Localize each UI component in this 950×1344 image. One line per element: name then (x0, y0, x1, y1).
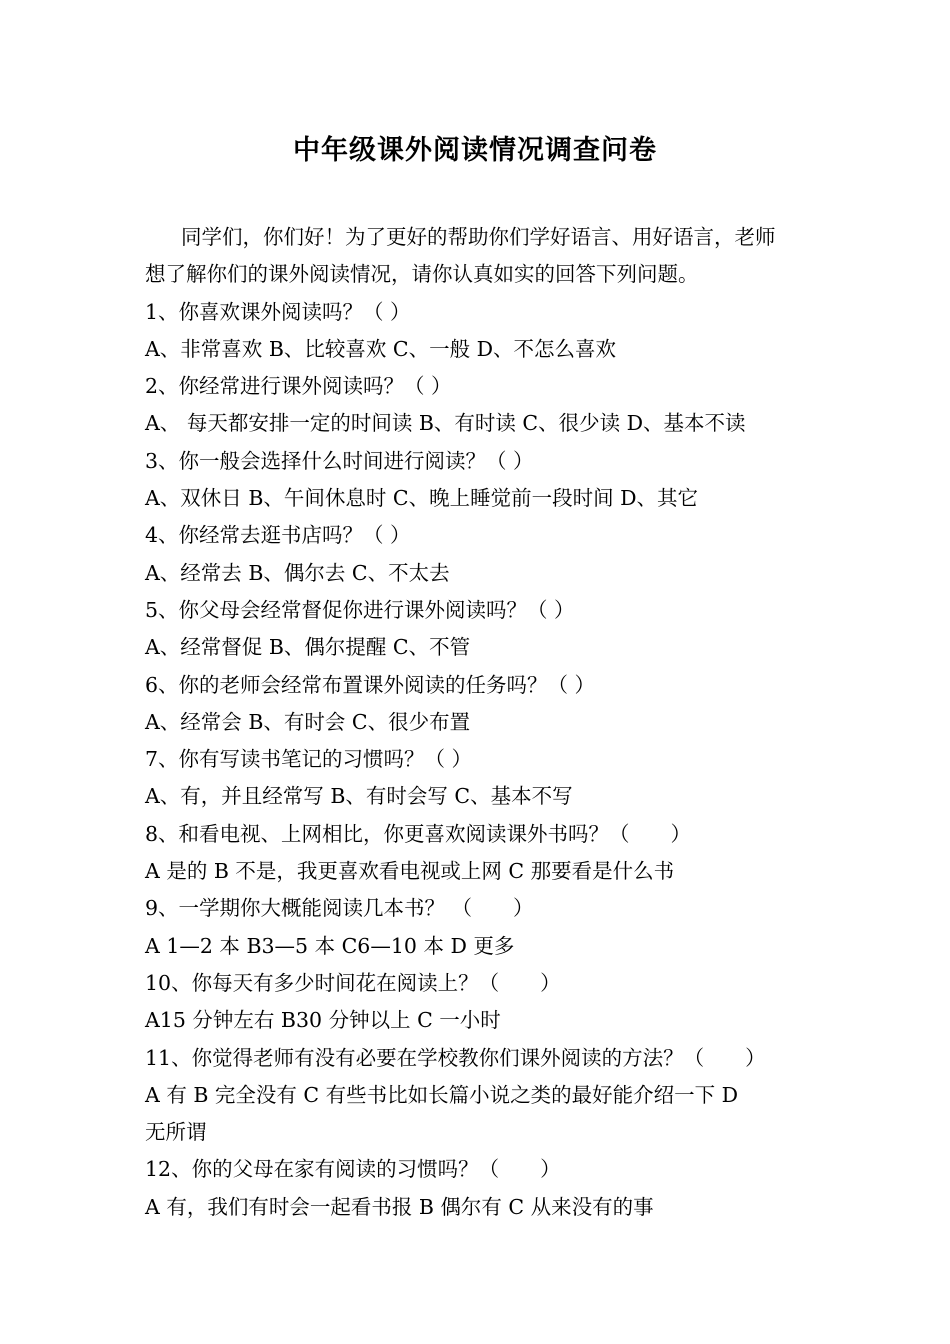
question-line: A、非常喜欢 B、比较喜欢 C、一般 D、不怎么喜欢 (145, 336, 617, 361)
question-line: 6、你的老师会经常布置课外阅读的任务吗？（ ） (145, 672, 596, 697)
question-line: A 有，我们有时会一起看书报 B 偶尔有 C 从来没有的事 (145, 1194, 654, 1219)
question-line: 4、你经常去逛书店吗？（ ） (145, 523, 411, 548)
question-line: A、经常去 B、偶尔去 C、不太去 (145, 560, 450, 585)
question-line: A 是的 B 不是，我更喜欢看电视或上网 C 那要看是什么书 (145, 859, 675, 884)
question-line: A 1—2 本 B3—5 本 C6—10 本 D 更多 (145, 933, 515, 958)
question-line: A、经常督促 B、偶尔提醒 C、不管 (145, 635, 471, 660)
question-line: 12、你的父母在家有阅读的习惯吗？（ ） (145, 1157, 561, 1182)
question-line: A、双休日 B、午间休息时 C、晚上睡觉前一段时间 D、其它 (145, 486, 699, 511)
question-line: 无所谓 (145, 1120, 207, 1145)
question-line: 9、一学期你大概能阅读几本书？ （ ） (145, 896, 534, 921)
question-line: A、有，并且经常写 B、有时会写 C、基本不写 (145, 784, 573, 809)
question-line: 7、你有写读书笔记的习惯吗？（ ） (145, 747, 473, 772)
question-line: 2、你经常进行课外阅读吗？（ ） (145, 374, 452, 399)
question-line: 3、你一般会选择什么时间进行阅读？（ ） (145, 448, 534, 473)
question-line: 10、你每天有多少时间花在阅读上？（ ） (145, 970, 561, 995)
question-line: A、 每天都安排一定的时间读 B、有时读 C、很少读 D、基本不读 (145, 411, 746, 436)
question-line: 8、和看电视、上网相比，你更喜欢阅读课外书吗？（ ） (145, 821, 692, 846)
intro-line: 同学们，你们好！为了更好的帮助你们学好语言、用好语言，老师 (181, 225, 776, 249)
question-line: A15 分钟左右 B30 分钟以上 C 一小时 (145, 1008, 501, 1033)
questionnaire-body (145, 219, 810, 1226)
intro-line: 想了解你们的课外阅读情况，请你认真如实的回答下列问题。 (145, 262, 699, 287)
question-line: A、经常会 B、有时会 C、很少布置 (145, 709, 471, 734)
question-line: 11、你觉得老师有没有必要在学校教你们课外阅读的方法？（ ） (145, 1045, 766, 1070)
question-line: A 有 B 完全没有 C 有些书比如长篇小说之类的最好能介绍一下 D (145, 1082, 739, 1107)
page-title: 中年级课外阅读情况调查问卷 (293, 135, 657, 166)
question-line: 5、你父母会经常督促你进行课外阅读吗？（ ） (145, 597, 575, 622)
question-line: 1、你喜欢课外阅读吗？（ ） (145, 299, 411, 324)
